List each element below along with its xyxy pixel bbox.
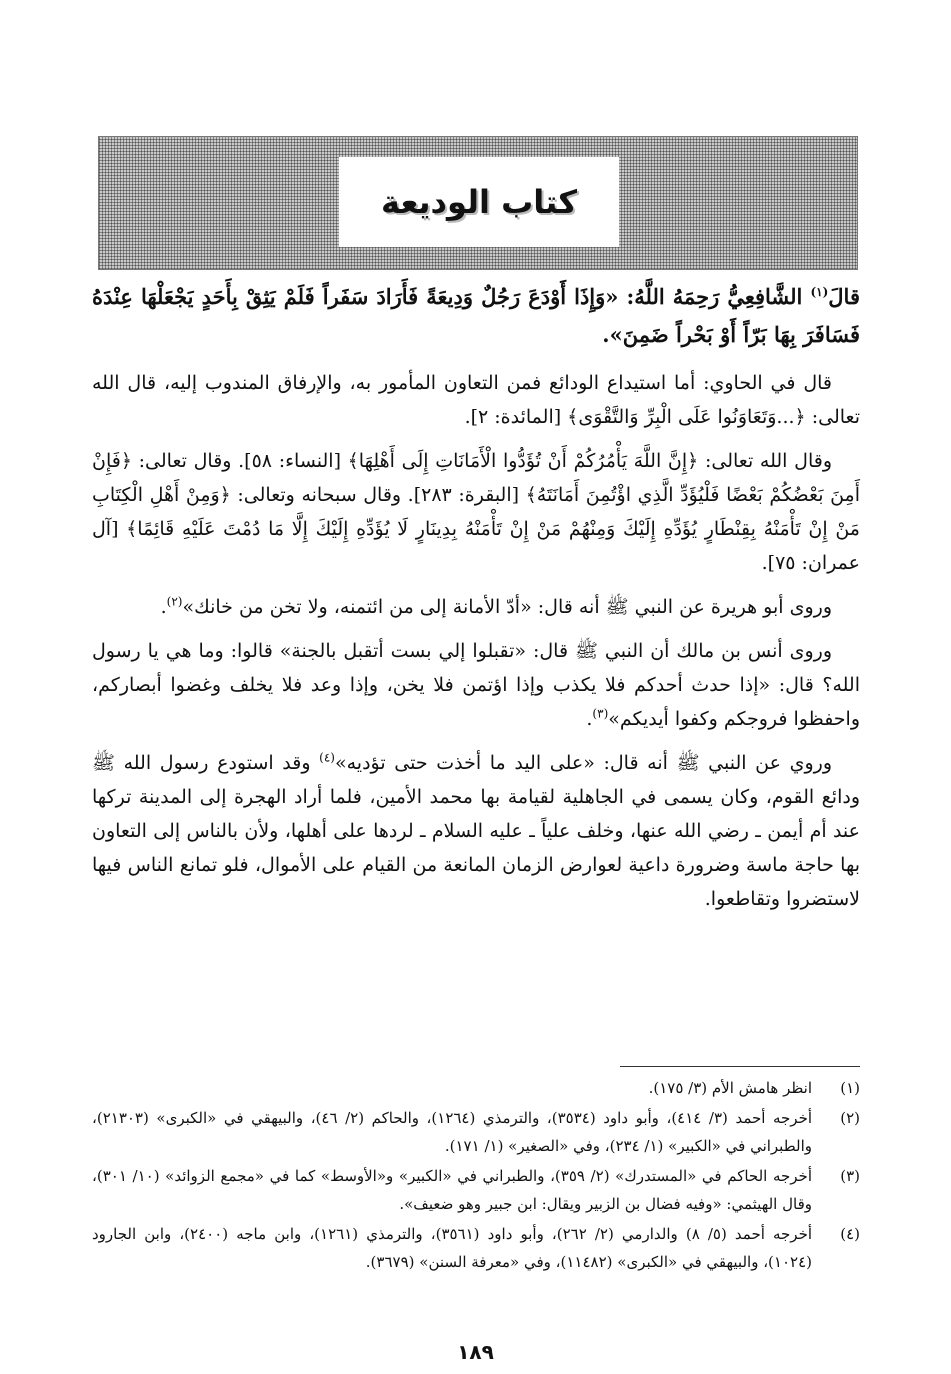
title-box — [339, 157, 619, 247]
chapter-title: كتاب الوديعة — [381, 183, 577, 221]
footnotes — [92, 1074, 860, 1278]
footnote-ref-2: (٢) — [166, 594, 183, 609]
footnote-item — [92, 1220, 860, 1276]
footnote-divider — [620, 1066, 860, 1067]
paragraph-5 — [92, 746, 860, 916]
title-banner — [98, 136, 858, 270]
footnote-item — [92, 1104, 860, 1160]
footnote-number: (١) — [840, 1079, 860, 1097]
footnote-item — [92, 1162, 860, 1218]
paragraph-3 — [92, 590, 860, 624]
lead-intro: قالَ — [828, 284, 860, 309]
footnote-text: أخرجه الحاكم في «المستدرك» (٢/ ٣٥٩)، والطبراني في «الكبير» و«الأوسط» كما في «مجمع الزوائد» (١٠/ ٣٠١)، وقال الهيثمي: «وفيه فضال بن الزبير ويقال: ابن جبير وهو ضعيف». — [92, 1167, 812, 1213]
footnote-number: (٣) — [840, 1167, 860, 1185]
footnote-number: (٢) — [840, 1109, 860, 1127]
footnote-ref-1: (١) — [810, 285, 829, 299]
page-number: ١٨٩ — [457, 1340, 494, 1364]
lead-text: الشَّافِعِيُّ رَحِمَهُ اللَّهُ: «وَإِذَا أَوْدَعَ رَجُلٌ وَدِيعَةً فَأَرَادَ سَفَراً فَلَمْ يَثِقْ بِأَحَدٍ يَجْعَلْهَا عِنْدَهُ فَسَافَرَ بِهَا بَرّاً أَوْ بَحْراً ضَمِنَ». — [92, 284, 860, 347]
paragraph-3-text: وروى أبو هريرة عن النبي ﷺ أنه قال: «أدّ الأمانة إلى من ائتمنه، ولا تخن من خانك» — [182, 596, 832, 618]
paragraph-4-text: وروى أنس بن مالك أن النبي ﷺ قال: «تقبلوا إلي بست أتقبل بالجنة» قالوا: وما هي يا رسول الله؟ قال: «إذا حدث أحدكم فلا يكذب وإذا اؤتمن فلا يخن، وإذا وعد فلا يخلف وغضوا أبصاركم، واحفظوا فروجكم وكفوا أيديكم» — [92, 640, 860, 730]
paragraph-1: قال في الحاوي: أما استيداع الودائع فمن التعاون المأمور به، والإرفاق المندوب إليه، قال الله تعالى: ﴿...وَتَعَاوَنُوا عَلَى الْبِرِّ وَالتَّقْوَى﴾ [المائدة: ٢]. — [92, 372, 860, 428]
lead-paragraph — [92, 278, 860, 354]
paragraph-4 — [92, 634, 860, 736]
footnote-number: (٤) — [840, 1225, 860, 1243]
paragraph-4-tail: . — [586, 708, 593, 730]
paragraph-5-text-a: وروي عن النبي ﷺ أنه قال: «على اليد ما أخذت حتى تؤديه» — [334, 752, 832, 774]
footnote-item — [92, 1074, 860, 1102]
main-text — [92, 278, 860, 926]
footnote-ref-4: (٤) — [319, 750, 335, 765]
paragraph-3-tail: . — [160, 596, 167, 618]
footnote-text: أخرجه أحمد (٣/ ٤١٤)، وأبو داود (٣٥٣٤)، والترمذي (١٢٦٤)، والحاكم (٢/ ٤٦)، والبيهقي في «الكبرى» (٢١٣٠٣)، والطبراني في «الكبير» (١/ ٢٣٤)، وفي «الصغير» (١/ ١٧١). — [92, 1109, 813, 1155]
footnote-text: أخرجه أحمد (٥/ ٨) والدارمي (٢/ ٢٦٢)، وأبو داود (٣٥٦١)، والترمذي (١٢٦١)، وابن ماجه (٢٤٠٠)، وابن الجارود (١٠٢٤)، والبيهقي في «الكبرى» (١١٤٨٢)، وفي «معرفة السنن» (٣٦٧٩). — [92, 1225, 813, 1271]
footnote-text: انظر هامش الأم (٣/ ١٧٥). — [648, 1079, 812, 1097]
paragraph-2: وقال الله تعالى: ﴿إِنَّ اللَّهَ يَأْمُرُكُمْ أَنْ تُؤَدُّوا الْأَمَانَاتِ إِلَى أَهْلِهَا﴾ [النساء: ٥٨]. وقال تعالى: ﴿فَإِنْ أَمِنَ بَعْضُكُمْ بَعْضًا فَلْيُؤَدِّ الَّذِي اؤْتُمِنَ أَمَانَتَهُ﴾ [البقرة: ٢٨٣]. وقال سبحانه وتعالى: ﴿وَمِنْ أَهْلِ الْكِتَابِ مَنْ إِنْ تَأْمَنْهُ بِقِنْطَارٍ يُؤَدِّهِ إِلَيْكَ وَمِنْهُمْ مَنْ إِنْ تَأْمَنْهُ بِدِينَارٍ لَا يُؤَدِّهِ إِلَيْكَ إِلَّا مَا دُمْتَ عَلَيْهِ قَائِمًا﴾ [آل عمران: ٧٥]. — [92, 450, 860, 574]
paragraph-5-text-b: وقد استودع رسول الله ﷺ ودائع القوم، وكان يسمى في الجاهلية لقيامة بها محمد الأمين، فلما أراد الهجرة إلى المدينة تركها عند أم أيمن ـ رضي الله عنها، وخلف علياً ـ عليه السلام ـ لردها على أهلها، ولأن بالناس إلى التعاون بها حاجة ماسة وضرورة داعية لعوارض الزمان المانعة من القيام على الأموال، فلو تمانع الناس فيها لاستضروا وتقاطعوا. — [92, 752, 860, 910]
footnote-ref-3: (٣) — [592, 706, 609, 721]
